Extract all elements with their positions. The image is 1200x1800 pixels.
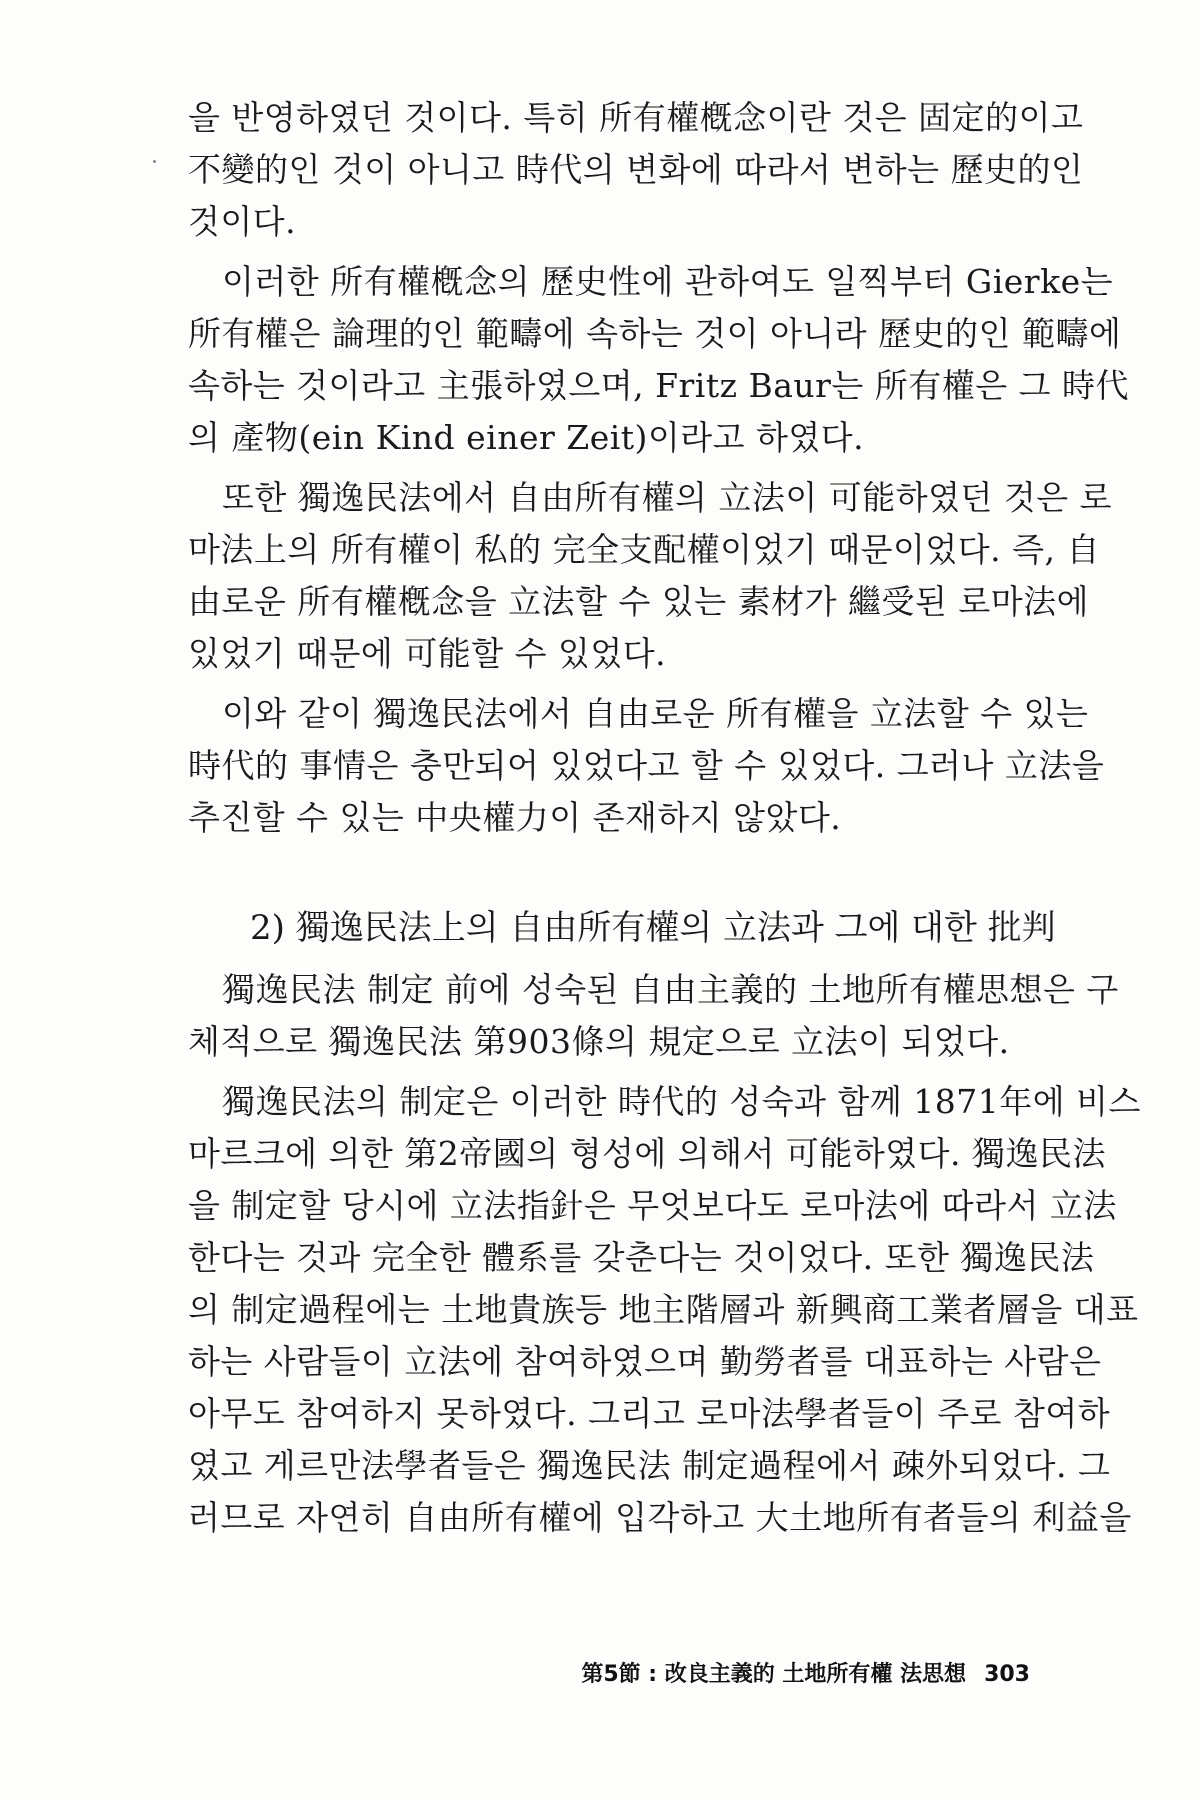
body-line: 所有權은 論理的인 範疇에 속하는 것이 아니라 歷史的인 範疇에	[188, 314, 1122, 353]
section-line: 였고 게르만法學者들은 獨逸民法 制定過程에서 疎外되었다. 그	[188, 1446, 1111, 1485]
page-number: 303	[984, 1662, 1030, 1687]
body-text	[188, 92, 1141, 1544]
body-line: 마法上의 所有權이 私的 完全支配權이었기 때문이었다. 즉, 自	[188, 530, 1100, 569]
section-line: 체적으로 獨逸民法 第903條의 規定으로 立法이 되었다.	[188, 1022, 1010, 1061]
section-line: 러므로 자연히 自由所有權에 입각하고 大土地所有者들의 利益을	[188, 1498, 1132, 1537]
body-line: 또한 獨逸民法에서 自由所有權의 立法이 可能하였던 것은 로	[222, 478, 1112, 517]
body-line: 속하는 것이라고 主張하였으며, Fritz Baur는 所有權은 그 時代	[188, 366, 1130, 405]
body-line: 時代的 事情은 충만되어 있었다고 할 수 있었다. 그러나 立法을	[188, 746, 1105, 785]
body-line: 을 반영하였던 것이다. 특히 所有權槪念이란 것은 固定的이고	[188, 98, 1084, 137]
body-line: 의 產物(ein Kind einer Zeit)이라고 하였다.	[188, 418, 865, 457]
body-line: 由로운 所有權槪念을 立法할 수 있는 素材가 繼受된 로마法에	[188, 582, 1089, 621]
running-title: 第5節 : 改良主義的 土地所有權 法思想	[581, 1662, 967, 1687]
body-line: 있었기 때문에 可能할 수 있었다.	[188, 634, 667, 673]
section-line: 하는 사람들이 立法에 참여하였으며 勤勞者를 대표하는 사람은	[188, 1342, 1102, 1381]
section-line: 獨逸民法의 制定은 이러한 時代的 성숙과 함께 1871年에 비스	[222, 1082, 1141, 1121]
body-line: 不變的인 것이 아니고 時代의 변화에 따라서 변하는 歷史的인	[188, 150, 1084, 189]
scan-speck	[153, 160, 156, 163]
page-footer	[540, 1660, 1030, 1690]
body-line: 이와 같이 獨逸民法에서 自由로운 所有權을 立法할 수 있는	[222, 694, 1089, 733]
section-line: 아무도 참여하지 못하였다. 그리고 로마法學者들이 주로 참여하	[188, 1394, 1111, 1433]
body-line: 추진할 수 있는 中央權力이 존재하지 않았다.	[188, 798, 842, 837]
section-line: 獨逸民法 制定 前에 성숙된 自由主義的 土地所有權思想은 구	[222, 970, 1119, 1009]
body-line: 이러한 所有權槪念의 歷史性에 관하여도 일찍부터 Gierke는	[222, 262, 1113, 301]
section-line: 을 制定할 당시에 立法指針은 무엇보다도 로마法에 따라서 立法	[188, 1186, 1117, 1225]
section-line: 한다는 것과 完全한 體系를 갖춘다는 것이었다. 또한 獨逸民法	[188, 1238, 1095, 1277]
section-line: 마르크에 의한 第2帝國의 형성에 의해서 可能하였다. 獨逸民法	[188, 1134, 1106, 1173]
section-line: 의 制定過程에는 土地貴族등 地主階層과 新興商工業者層을 대표	[188, 1290, 1139, 1329]
body-line: 것이다.	[188, 202, 297, 241]
section-heading: 2) 獨逸民法上의 自由所有權의 立法과 그에 대한 批判	[250, 908, 1056, 948]
